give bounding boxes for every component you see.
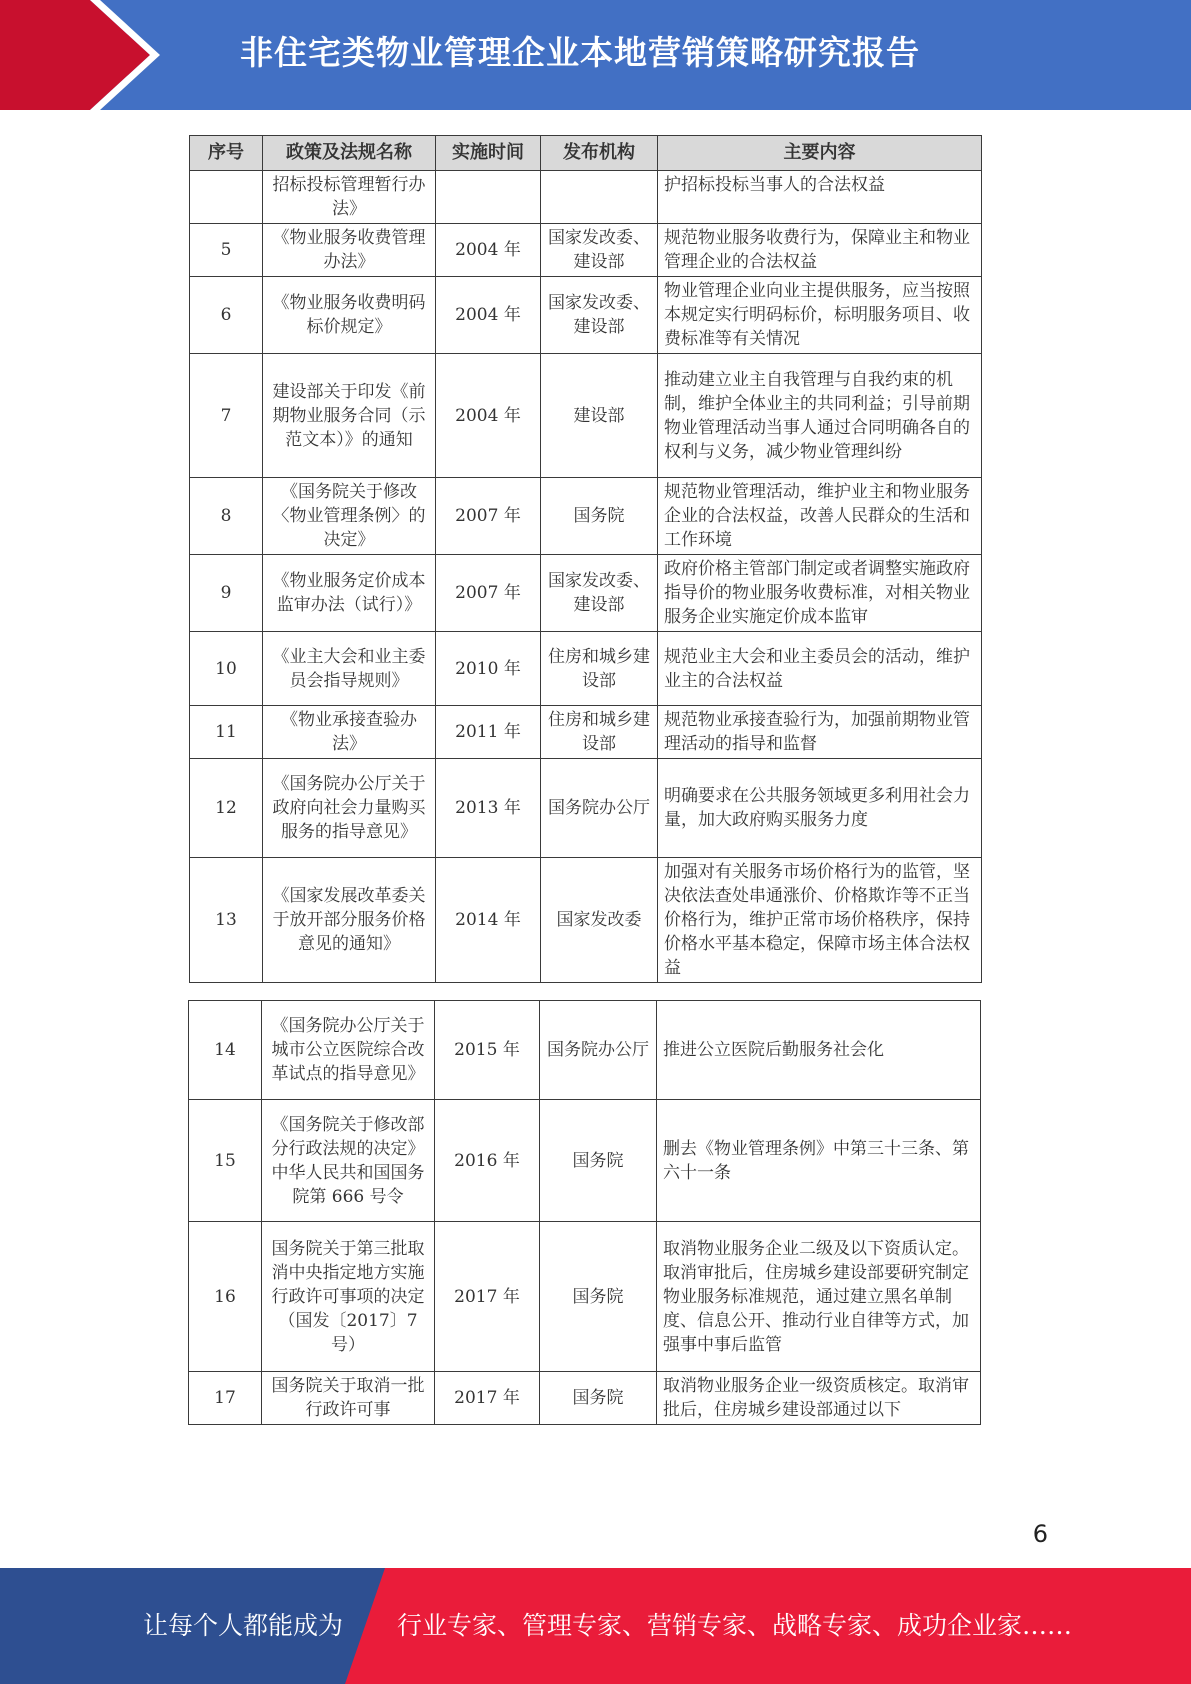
row-year: 2014 年 [436, 858, 541, 983]
row-year: 2017 年 [435, 1222, 540, 1372]
table-row [190, 555, 982, 632]
table-row [189, 1100, 981, 1222]
table-row [189, 1001, 981, 1100]
row-org: 国务院 [540, 1222, 657, 1372]
row-no: 5 [190, 224, 263, 277]
row-org: 国家发改委、建设部 [541, 277, 658, 354]
row-no: 14 [189, 1001, 262, 1100]
row-policy-name: 《国务院关于修改〈物业管理条例〉的决定》 [263, 478, 436, 555]
row-content: 删去《物业管理条例》中第三十三条、第六十一条 [657, 1100, 981, 1222]
row-no: 11 [190, 706, 263, 759]
row-year: 2004 年 [436, 354, 541, 478]
row-no: 10 [190, 632, 263, 706]
row-org: 国家发改委、建设部 [541, 555, 658, 632]
row-policy-name: 《物业服务收费明码标价规定》 [263, 277, 436, 354]
row-policy-name: 《物业服务收费管理办法》 [263, 224, 436, 277]
col-header-name: 政策及法规名称 [263, 136, 436, 171]
table-row [189, 1372, 981, 1425]
row-content: 取消物业服务企业一级资质核定。取消审批后，住房城乡建设部通过以下 [657, 1372, 981, 1425]
table-row [190, 632, 982, 706]
row-no: 9 [190, 555, 263, 632]
row-content: 护招标投标当事人的合法权益 [658, 171, 982, 224]
row-policy-name: 《国务院办公厅关于城市公立医院综合改革试点的指导意见》 [262, 1001, 435, 1100]
row-org: 国家发改委 [541, 858, 658, 983]
row-year: 2013 年 [436, 759, 541, 858]
row-no: 7 [190, 354, 263, 478]
table-row [190, 224, 982, 277]
row-policy-name: 《国家发展改革委关于放开部分服务价格意见的通知》 [263, 858, 436, 983]
row-content: 推动建立业主自我管理与自我约束的机制，维护全体业主的共同利益；引导前期物业管理活动当事人通过合同明确各自的权利与义务，减少物业管理纠纷 [658, 354, 982, 478]
row-org: 住房和城乡建设部 [541, 706, 658, 759]
page-footer [0, 1568, 1191, 1684]
table-row [190, 858, 982, 983]
row-org: 住房和城乡建设部 [541, 632, 658, 706]
row-org: 国家发改委、建设部 [541, 224, 658, 277]
row-year: 2004 年 [436, 224, 541, 277]
page-number: 6 [1032, 1520, 1048, 1548]
row-year: 2015 年 [435, 1001, 540, 1100]
row-no: 12 [190, 759, 263, 858]
row-org: 国务院 [541, 478, 658, 555]
row-year: 2010 年 [436, 632, 541, 706]
table-row [190, 354, 982, 478]
row-no: 8 [190, 478, 263, 555]
row-content: 政府价格主管部门制定或者调整实施政府指导价的物业服务收费标准，对相关物业服务企业实施定价成本监审 [658, 555, 982, 632]
row-policy-name: 《物业承接查验办法》 [263, 706, 436, 759]
table-header-row [190, 136, 982, 171]
row-year: 2011 年 [436, 706, 541, 759]
row-year: 2004 年 [436, 277, 541, 354]
row-content: 推进公立医院后勤服务社会化 [657, 1001, 981, 1100]
row-policy-name: 国务院关于第三批取消中央指定地方实施行政许可事项的决定（国发〔2017〕7号） [262, 1222, 435, 1372]
row-policy-name: 招标投标管理暂行办法》 [263, 171, 436, 224]
row-content: 物业管理企业向业主提供服务，应当按照本规定实行明码标价，标明服务项目、收费标准等有关情况 [658, 277, 982, 354]
col-header-year: 实施时间 [436, 136, 541, 171]
row-policy-name: 《物业服务定价成本监审办法（试行）》 [263, 555, 436, 632]
row-no: 13 [190, 858, 263, 983]
row-year [436, 171, 541, 224]
row-content: 取消物业服务企业二级及以下资质认定。取消审批后，住房城乡建设部要研究制定物业服务标准规范，通过建立黑名单制度、信息公开、推动行业自律等方式，加强事中事后监管 [657, 1222, 981, 1372]
row-year: 2016 年 [435, 1100, 540, 1222]
policy-table [189, 135, 982, 983]
footer-slogan-left: 让每个人都能成为 [143, 1611, 344, 1640]
row-content: 加强对有关服务市场价格行为的监管，坚决依法查处串通涨价、价格欺诈等不正当价格行为，维护正常市场价格秩序，保持价格水平基本稳定，保障市场主体合法权益 [658, 858, 982, 983]
row-policy-name: 《国务院办公厅关于政府向社会力量购买服务的指导意见》 [263, 759, 436, 858]
footer-slogan-right: 行业专家、管理专家、营销专家、战略专家、成功企业家…… [397, 1611, 1073, 1640]
table-row [189, 1222, 981, 1372]
row-year: 2017 年 [435, 1372, 540, 1425]
table-row [190, 759, 982, 858]
row-content: 规范物业管理活动，维护业主和物业服务企业的合法权益，改善人民群众的生活和工作环境 [658, 478, 982, 555]
row-no: 15 [189, 1100, 262, 1222]
row-no [190, 171, 263, 224]
col-header-no: 序号 [190, 136, 263, 171]
row-content: 明确要求在公共服务领域更多利用社会力量，加大政府购买服务力度 [658, 759, 982, 858]
col-header-content: 主要内容 [658, 136, 982, 171]
chevron-arrow-icon [0, 0, 170, 110]
row-no: 17 [189, 1372, 262, 1425]
row-org: 国务院 [540, 1100, 657, 1222]
table-row [190, 171, 982, 224]
row-org: 国务院办公厅 [541, 759, 658, 858]
row-year: 2007 年 [436, 478, 541, 555]
row-policy-name: 国务院关于取消一批行政许可事 [262, 1372, 435, 1425]
row-content: 规范业主大会和业主委员会的活动，维护业主的合法权益 [658, 632, 982, 706]
row-policy-name: 建设部关于印发《前期物业服务合同（示范文本）》的通知 [263, 354, 436, 478]
table-row [190, 706, 982, 759]
row-content: 规范物业承接查验行为，加强前期物业管理活动的指导和监督 [658, 706, 982, 759]
row-org: 国务院办公厅 [540, 1001, 657, 1100]
row-policy-name: 《业主大会和业主委员会指导规则》 [263, 632, 436, 706]
policy-table-continued [188, 1000, 981, 1425]
row-no: 6 [190, 277, 263, 354]
report-title: 非住宅类物业管理企业本地营销策略研究报告 [240, 33, 920, 72]
row-org [541, 171, 658, 224]
row-org: 建设部 [541, 354, 658, 478]
row-content: 规范物业服务收费行为，保障业主和物业管理企业的合法权益 [658, 224, 982, 277]
row-org: 国务院 [540, 1372, 657, 1425]
row-year: 2007 年 [436, 555, 541, 632]
table-row [190, 478, 982, 555]
row-policy-name: 《国务院关于修改部分行政法规的决定》中华人民共和国国务院第 666 号令 [262, 1100, 435, 1222]
table-row [190, 277, 982, 354]
page-header [0, 0, 1191, 110]
row-no: 16 [189, 1222, 262, 1372]
col-header-org: 发布机构 [541, 136, 658, 171]
